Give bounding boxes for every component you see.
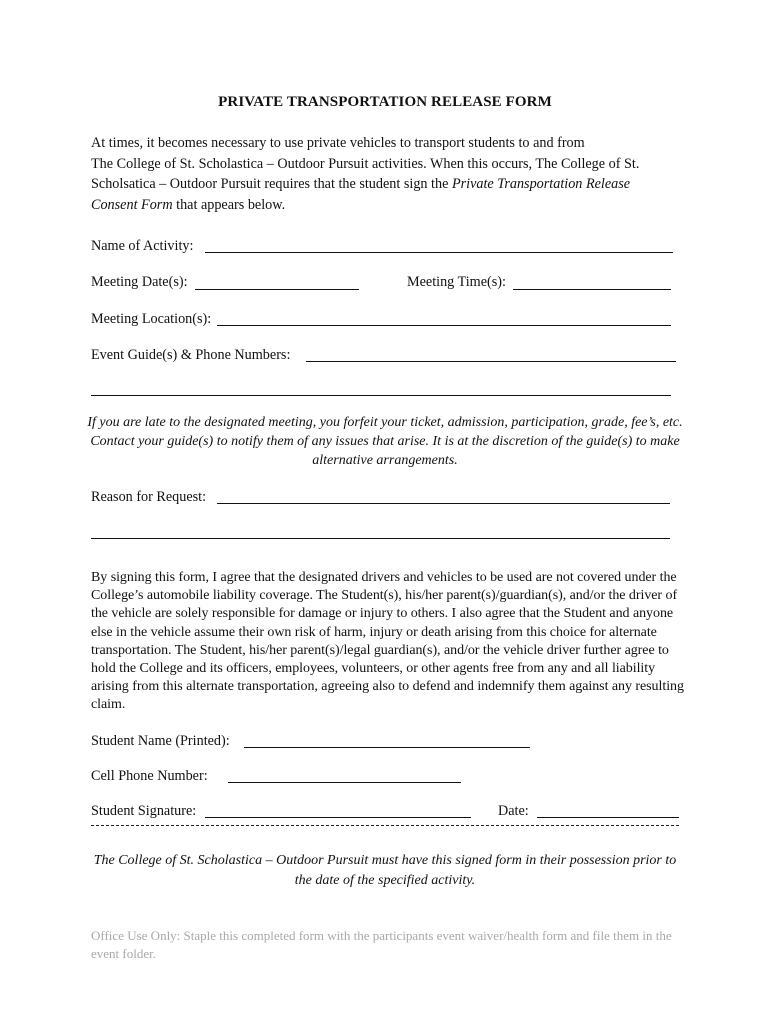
meeting-times-row bbox=[407, 272, 506, 292]
reason-field-line-2[interactable] bbox=[91, 538, 670, 539]
student-name-row bbox=[91, 731, 230, 751]
intro-line-2: The College of St. Scholastica – Outdoor Pursuit activities. When this occurs, The College of St. bbox=[91, 155, 640, 172]
date-field[interactable] bbox=[537, 817, 679, 818]
cell-phone-label: Cell Phone Number: bbox=[91, 768, 208, 784]
intro-line-4-text: that appears below. bbox=[172, 196, 286, 213]
form-title: PRIVATE TRANSPORTATION RELEASE FORM bbox=[218, 94, 552, 110]
cut-line-divider bbox=[91, 825, 679, 826]
cell-phone-row bbox=[91, 766, 208, 786]
student-signature-field[interactable] bbox=[205, 817, 471, 818]
reason-field[interactable] bbox=[217, 503, 670, 504]
student-signature-row bbox=[91, 801, 196, 821]
event-guides-field-line-2[interactable] bbox=[91, 395, 671, 396]
consent-paragraph: By signing this form, I agree that the designated drivers and vehicles to be used are not covered under the College’s automobile liability coverage. The Student(s), his/her parent(s)/guardian(s), and/or the driver of the vehicle are solely responsible for damage or injury to others. I also agree that the Student and anyone else in the vehicle assume their own risk of harm, injury or death arising from this choice for alternate transportation. The Student, his/her parent(s)/legal guardian(s), and/or the vehicle driver further agree to hold the College and its officers, employees, volunteers, or other agents free from any and all liability arising from this alternate transportation, agreeing also to defend and indemnify them against any resulting claim. bbox=[91, 570, 684, 713]
cell-phone-field[interactable] bbox=[228, 782, 461, 783]
student-name-field[interactable] bbox=[244, 747, 530, 748]
event-guides-label: Event Guide(s) & Phone Numbers: bbox=[91, 347, 291, 363]
event-guides-row bbox=[91, 345, 290, 365]
intro-line-3 bbox=[91, 174, 691, 195]
intro-form-name-part1: Private Transportation Release bbox=[451, 176, 631, 192]
late-notice: If you are late to the designated meeting, you forfeit your ticket, admission, participation, grade, fee’s, etc. Contact your guide(s) to notify them of any issues that arise. It is at the discretion of the guide(s) to make alternative arrangements. bbox=[87, 415, 683, 468]
meeting-dates-row bbox=[91, 272, 188, 292]
meeting-location-field[interactable] bbox=[217, 325, 671, 326]
intro-paragraph bbox=[91, 133, 691, 215]
event-guides-field[interactable] bbox=[306, 361, 676, 362]
meeting-dates-field[interactable] bbox=[195, 289, 359, 290]
possession-notice: The College of St. Scholastica – Outdoor Pursuit must have this signed form in their possession prior to the date of the specified activity. bbox=[93, 853, 677, 888]
reason-label: Reason for Request: bbox=[91, 489, 207, 505]
reason-row bbox=[91, 487, 206, 507]
student-signature-label: Student Signature: bbox=[91, 803, 197, 819]
meeting-dates-label: Meeting Date(s): bbox=[91, 274, 188, 290]
meeting-location-row bbox=[91, 309, 211, 329]
intro-line-3-text: Scholsatica – Outdoor Pursuit requires that the student sign the bbox=[91, 176, 452, 192]
date-label: Date: bbox=[498, 803, 529, 819]
activity-row bbox=[91, 236, 193, 256]
intro-line-1: At times, it becomes necessary to use private vehicles to transport students to and from bbox=[91, 135, 585, 151]
intro-line-4 bbox=[91, 195, 691, 216]
date-row bbox=[498, 801, 529, 821]
student-name-label: Student Name (Printed): bbox=[91, 733, 230, 749]
intro-form-name-part2: Consent Form bbox=[91, 196, 173, 213]
meeting-times-label: Meeting Time(s): bbox=[407, 274, 506, 290]
activity-field[interactable] bbox=[205, 252, 673, 253]
meeting-location-label: Meeting Location(s): bbox=[91, 311, 212, 327]
meeting-times-field[interactable] bbox=[513, 289, 671, 290]
office-use-note: Office Use Only: Staple this completed form with the participants event waiver/health form and file them in the event folder. bbox=[91, 928, 672, 961]
activity-label: Name of Activity: bbox=[91, 238, 194, 254]
